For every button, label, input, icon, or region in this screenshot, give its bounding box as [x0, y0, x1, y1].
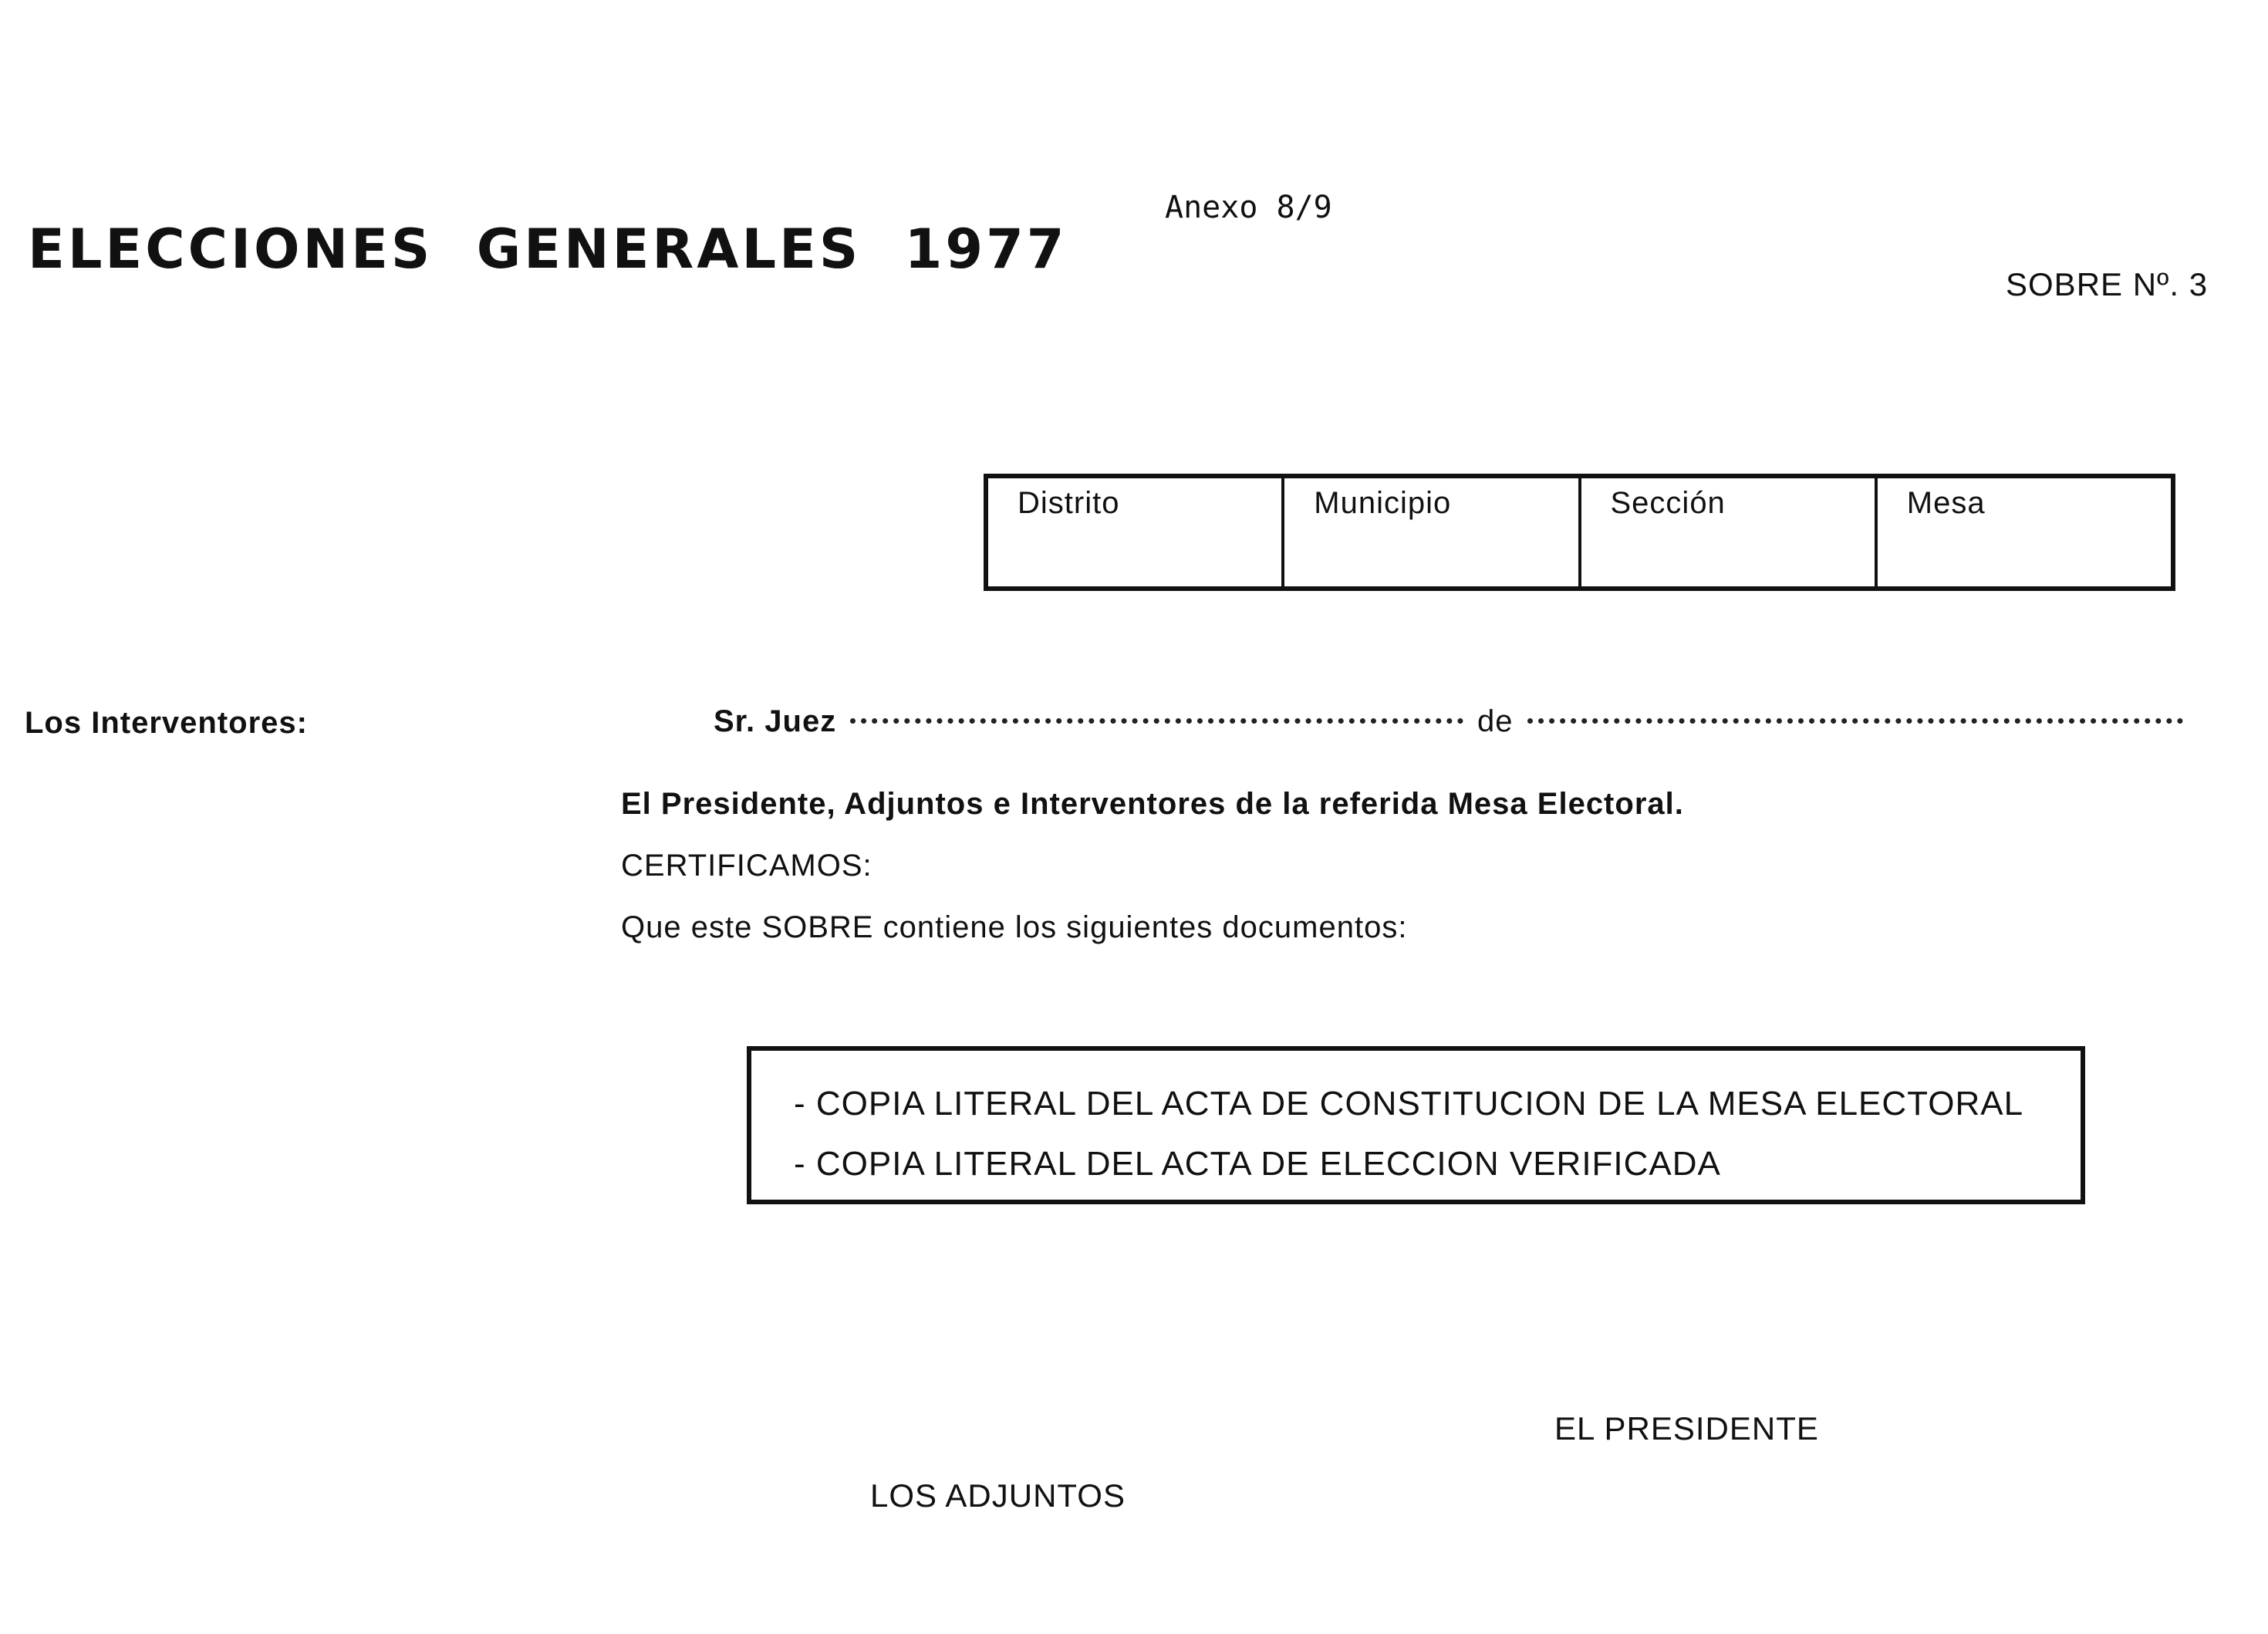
table-field[interactable] — [1878, 478, 2171, 586]
president-signature-label: EL PRESIDENTE — [1554, 1410, 1819, 1447]
contents-statement: Que este SOBRE contiene los siguientes documentos: — [621, 910, 1408, 944]
document-item: - COPIA LITERAL DEL ACTA DE ELECCION VERIFICADA — [794, 1145, 1721, 1183]
document-item: - COPIA LITERAL DEL ACTA DE CONSTITUCION DE LA MESA ELECTORAL — [794, 1085, 2024, 1123]
interventores-label: Los Interventores: — [25, 706, 308, 740]
adjuntos-signature-label: LOS ADJUNTOS — [870, 1477, 1126, 1514]
location-table — [984, 474, 2175, 591]
municipality-label: Municipio — [1314, 486, 1452, 520]
signatories-statement: El Presidente, Adjuntos e Interventores de la referida Mesa Electoral. — [621, 787, 1684, 821]
table-label: Mesa — [1906, 486, 1986, 520]
section-label: Sección — [1610, 486, 1726, 520]
document-title: ELECCIONES GENERALES 1977 — [28, 218, 1068, 281]
district-label: Distrito — [1018, 486, 1120, 520]
certify-heading: CERTIFICAMOS: — [621, 849, 872, 883]
judge-label: Sr. Juez — [714, 704, 837, 738]
annex-label: Anexo 8/9 — [1165, 190, 1332, 225]
municipality-field[interactable] — [1284, 478, 1581, 586]
judge-location-blank[interactable] — [1527, 718, 2183, 724]
envelope-number: SOBRE Nº. 3 — [2006, 266, 2209, 302]
section-field[interactable] — [1581, 478, 1878, 586]
of-label: de — [1477, 704, 1514, 738]
documents-box — [747, 1046, 2085, 1204]
addressee-line — [714, 704, 2183, 739]
judge-name-blank[interactable] — [850, 718, 1463, 724]
district-field[interactable] — [988, 478, 1284, 586]
